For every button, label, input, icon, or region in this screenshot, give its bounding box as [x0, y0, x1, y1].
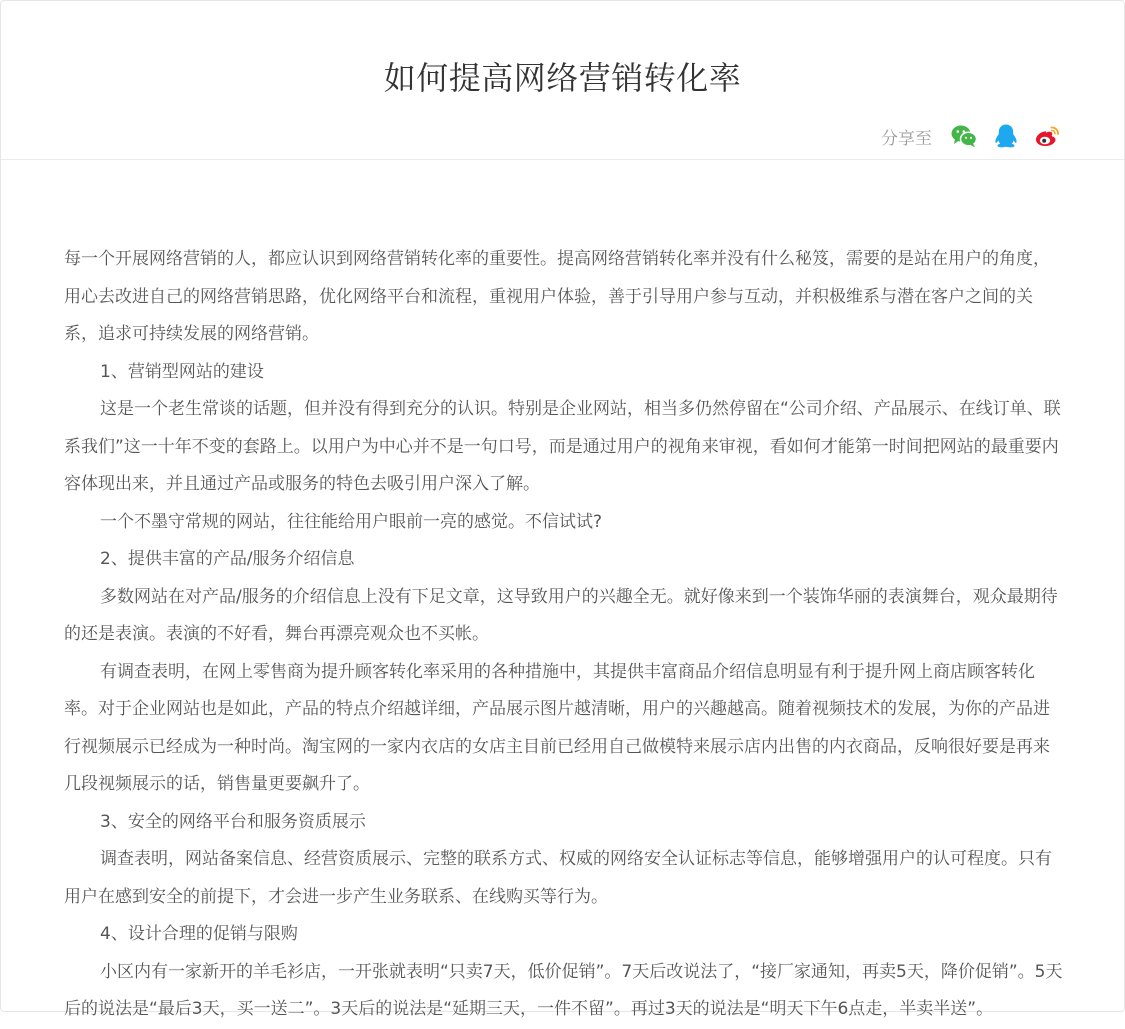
qq-icon[interactable] — [992, 123, 1020, 149]
article-title: 如何提高网络营销转化率 — [383, 59, 742, 97]
body-paragraph: 这是一个老生常谈的话题，但并没有得到充分的认识。特别是企业网站，相当多仍然停留在“公司介绍、产品展示、在线订单、联系我们”这一十年不变的套路上。以用户为中心并不是一句口号，而是通过用户的视角来审视，看如何才能第一时间把网站的最重要内容体现出来，并且通过产品或服务的特色去吸引用户深入了解。 — [64, 399, 1061, 494]
section-heading: 3、安全的网络平台和服务资质展示 — [100, 811, 366, 832]
share-label: 分享至 — [881, 128, 932, 149]
section-heading: 4、设计合理的促销与限购 — [100, 924, 298, 944]
share-bar — [881, 123, 1062, 149]
body-paragraph: 调查表明，网站备案信息、经营资质展示、完整的联系方式、权威的网络安全认证标志等信息，能够增强用户的认可程度。只有用户在感到安全的前提下，才会进一步产生业务联系、在线购买等行为。 — [64, 849, 1052, 907]
body-paragraph: 小区内有一家新开的羊毛衫店，一开张就表明“只卖7天，低价促销”。7天后改说法了，“接厂家通知，再卖5天，降价促销”。5天后的说法是“最后3天，买一送二”。3天后的说法是“延期三天，一件不留”。再过3天的说法是“明天下午6点走，半卖半送”。 — [64, 961, 1063, 1019]
wechat-icon[interactable] — [950, 123, 978, 149]
body-paragraph: 有调查表明，在网上零售商为提升顾客转化率采用的各种措施中，其提供丰富商品介绍信息明显有利于提升网上商店顾客转化率。对于企业网站也是如此，产品的特点介绍越详细，产品展示图片越清晰，用户的兴趣越高。随着视频技术的发展，为你的产品进行视频展示已经成为一种时尚。淘宝网的一家内衣店的女店主目前已经用自己做模特来展示店内出售的内衣商品，反响很好要是再来几段视频展示的话，销售量更要飙升了。 — [64, 661, 1050, 794]
section-heading: 1、营销型网站的建设 — [100, 361, 264, 382]
article-header — [1, 1, 1124, 160]
body-paragraph: 多数网站在对产品/服务的介绍信息上没有下足文章，这导致用户的兴趣全无。就好像来到一个装饰华丽的表演舞台，观众最期待的还是表演。表演的不好看，舞台再漂亮观众也不买帐。 — [64, 586, 1058, 644]
body-paragraph: 一个不墨守常规的网站，往往能给用户眼前一亮的感觉。不信试试? — [100, 511, 603, 532]
section-heading: 2、提供丰富的产品/服务介绍信息 — [100, 549, 355, 569]
intro-paragraph: 每一个开展网络营销的人，都应认识到网络营销转化率的重要性。提高网络营销转化率并没有什么秘笈，需要的是站在用户的角度，用心去改进自己的网络营销思路，优化网络平台和流程，重视用户体验，善于引导用户参与互动，并积极维系与潜在客户之间的关系，追求可持续发展的网络营销。 — [64, 249, 1050, 344]
article-body — [64, 241, 1064, 1029]
weibo-icon[interactable] — [1034, 123, 1062, 149]
